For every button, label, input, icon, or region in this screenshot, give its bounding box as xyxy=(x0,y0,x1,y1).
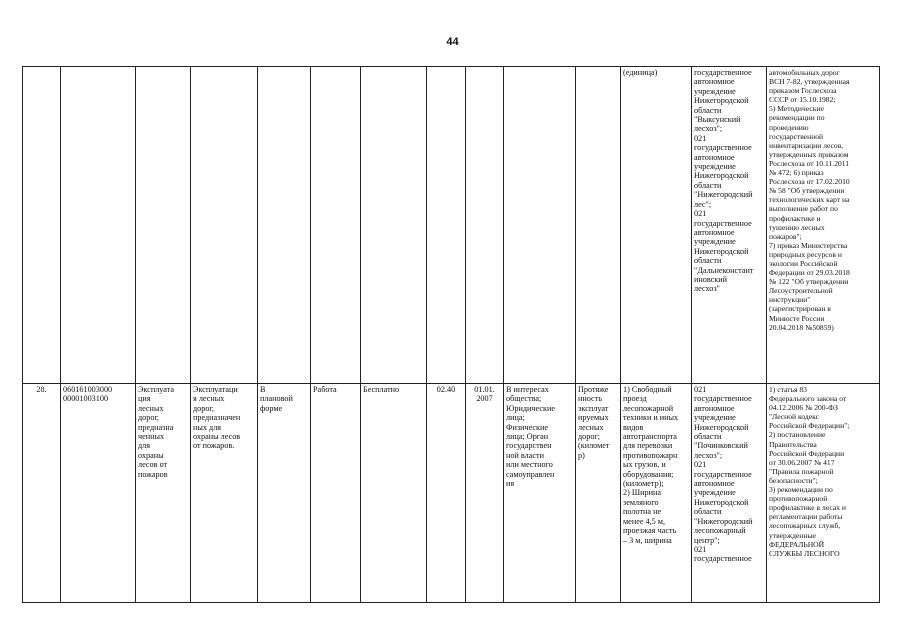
form-cell xyxy=(258,67,311,384)
institutions-cell: 021 государственное автономное учреждение Нижегородской области "Починковский лесхоз"; 021 государственное автономное учреждение Нижегородской области "Нижегородский лесопожарный центр"; 021 государственное xyxy=(692,384,767,603)
legal-basis-cell: автомобильных дорог ВСН 7-82, утвержденная приказом Гослесхоза СССР от 15.10.1982; 5) Методические рекомендации по проведению государственной инвентаризации лесов, утвержденных приказом Рослесхоза от 10.11.2011 № 472; 6) приказ Рослесхоза от 17.02.2010 № 58 "Об утверждении технологических карт на выполнение работ по профилактике и тушению лесных пожаров"; 7) приказ Министерства природных ресурсов и экологии Российской Федерации от 29.03.2018 № 122 "Об утверждении Лесоустроительной инструкции" (зарегистрирован в Минюсте России 20.04.2018 №50859) xyxy=(767,67,880,384)
registry-code-cell xyxy=(61,67,136,384)
consumers-cell xyxy=(504,67,576,384)
registry-code-cell: 060161003000 00001003100 xyxy=(61,384,136,603)
payment-cell xyxy=(361,67,427,384)
volume-indicator-cell xyxy=(576,67,621,384)
type-cell xyxy=(311,67,361,384)
okved-cell xyxy=(427,67,466,384)
okved-cell: 02.40 xyxy=(427,384,466,603)
work-content-cell xyxy=(191,67,258,384)
page-number: 44 xyxy=(446,36,459,48)
type-cell: Работа xyxy=(311,384,361,603)
table-row xyxy=(23,67,880,384)
date-cell: 01.01. 2007 xyxy=(466,384,504,603)
volume-indicator-cell: Протяже нность эксплуат ируемых лесных дорог; (километ р) xyxy=(576,384,621,603)
consumers-cell: В интересах общества; Юридические лица; Физические лица; Орган государствен ной власти или местного самоуправлен ия xyxy=(504,384,576,603)
institutions-cell: государственное автономное учреждение Нижегородской области "Выксунский лесхоз"; 021 государственное автономное учреждение Нижегородской области "Нижегородский лес"; 021 государственное автономное учреждение Нижегородской области "Дальнеконстант иновский лесхоз" xyxy=(692,67,767,384)
payment-cell: Бесплатно xyxy=(361,384,427,603)
service-name-cell: Эксплуата ция лесных дорог, предназна ченных для охраны лесов от пожаров xyxy=(136,384,191,603)
service-name-cell xyxy=(136,67,191,384)
registry-table xyxy=(22,66,880,603)
row-number-cell: 28. xyxy=(23,384,61,603)
date-cell xyxy=(466,67,504,384)
quality-indicator-cell: (единица) xyxy=(621,67,692,384)
legal-basis-cell: 1) статья 83 Федерального закона от 04.12.2006 № 200-ФЗ "Лесной кодекс Российской Федерации"; 2) постановление Правительства Российской Федерации от 30.06.2007 № 417 "Правила пожарной безопасности"; 3) рекомендации по противопожарной профилактике в лесах и регламентации работы лесопожарных служб, утвержденные ФЕДЕРАЛЬНОЙ СЛУЖБЫ ЛЕСНОГО xyxy=(767,384,880,603)
row-number-cell xyxy=(23,67,61,384)
table-row xyxy=(23,384,880,603)
work-content-cell: Эксплуатаци я лесных дорог, предназначен ных для охраны лесов от пожаров. xyxy=(191,384,258,603)
form-cell: В плановой форме xyxy=(258,384,311,603)
quality-indicator-cell: 1) Свободный проезд лесопожарной техники и иных видов автотранспорта для перевозки противопожарн ых грузов, и оборудования; (километр); 2) Ширина земляного полотна не менее 4,5 м, проезжая часть – 3 м, ширина xyxy=(621,384,692,603)
